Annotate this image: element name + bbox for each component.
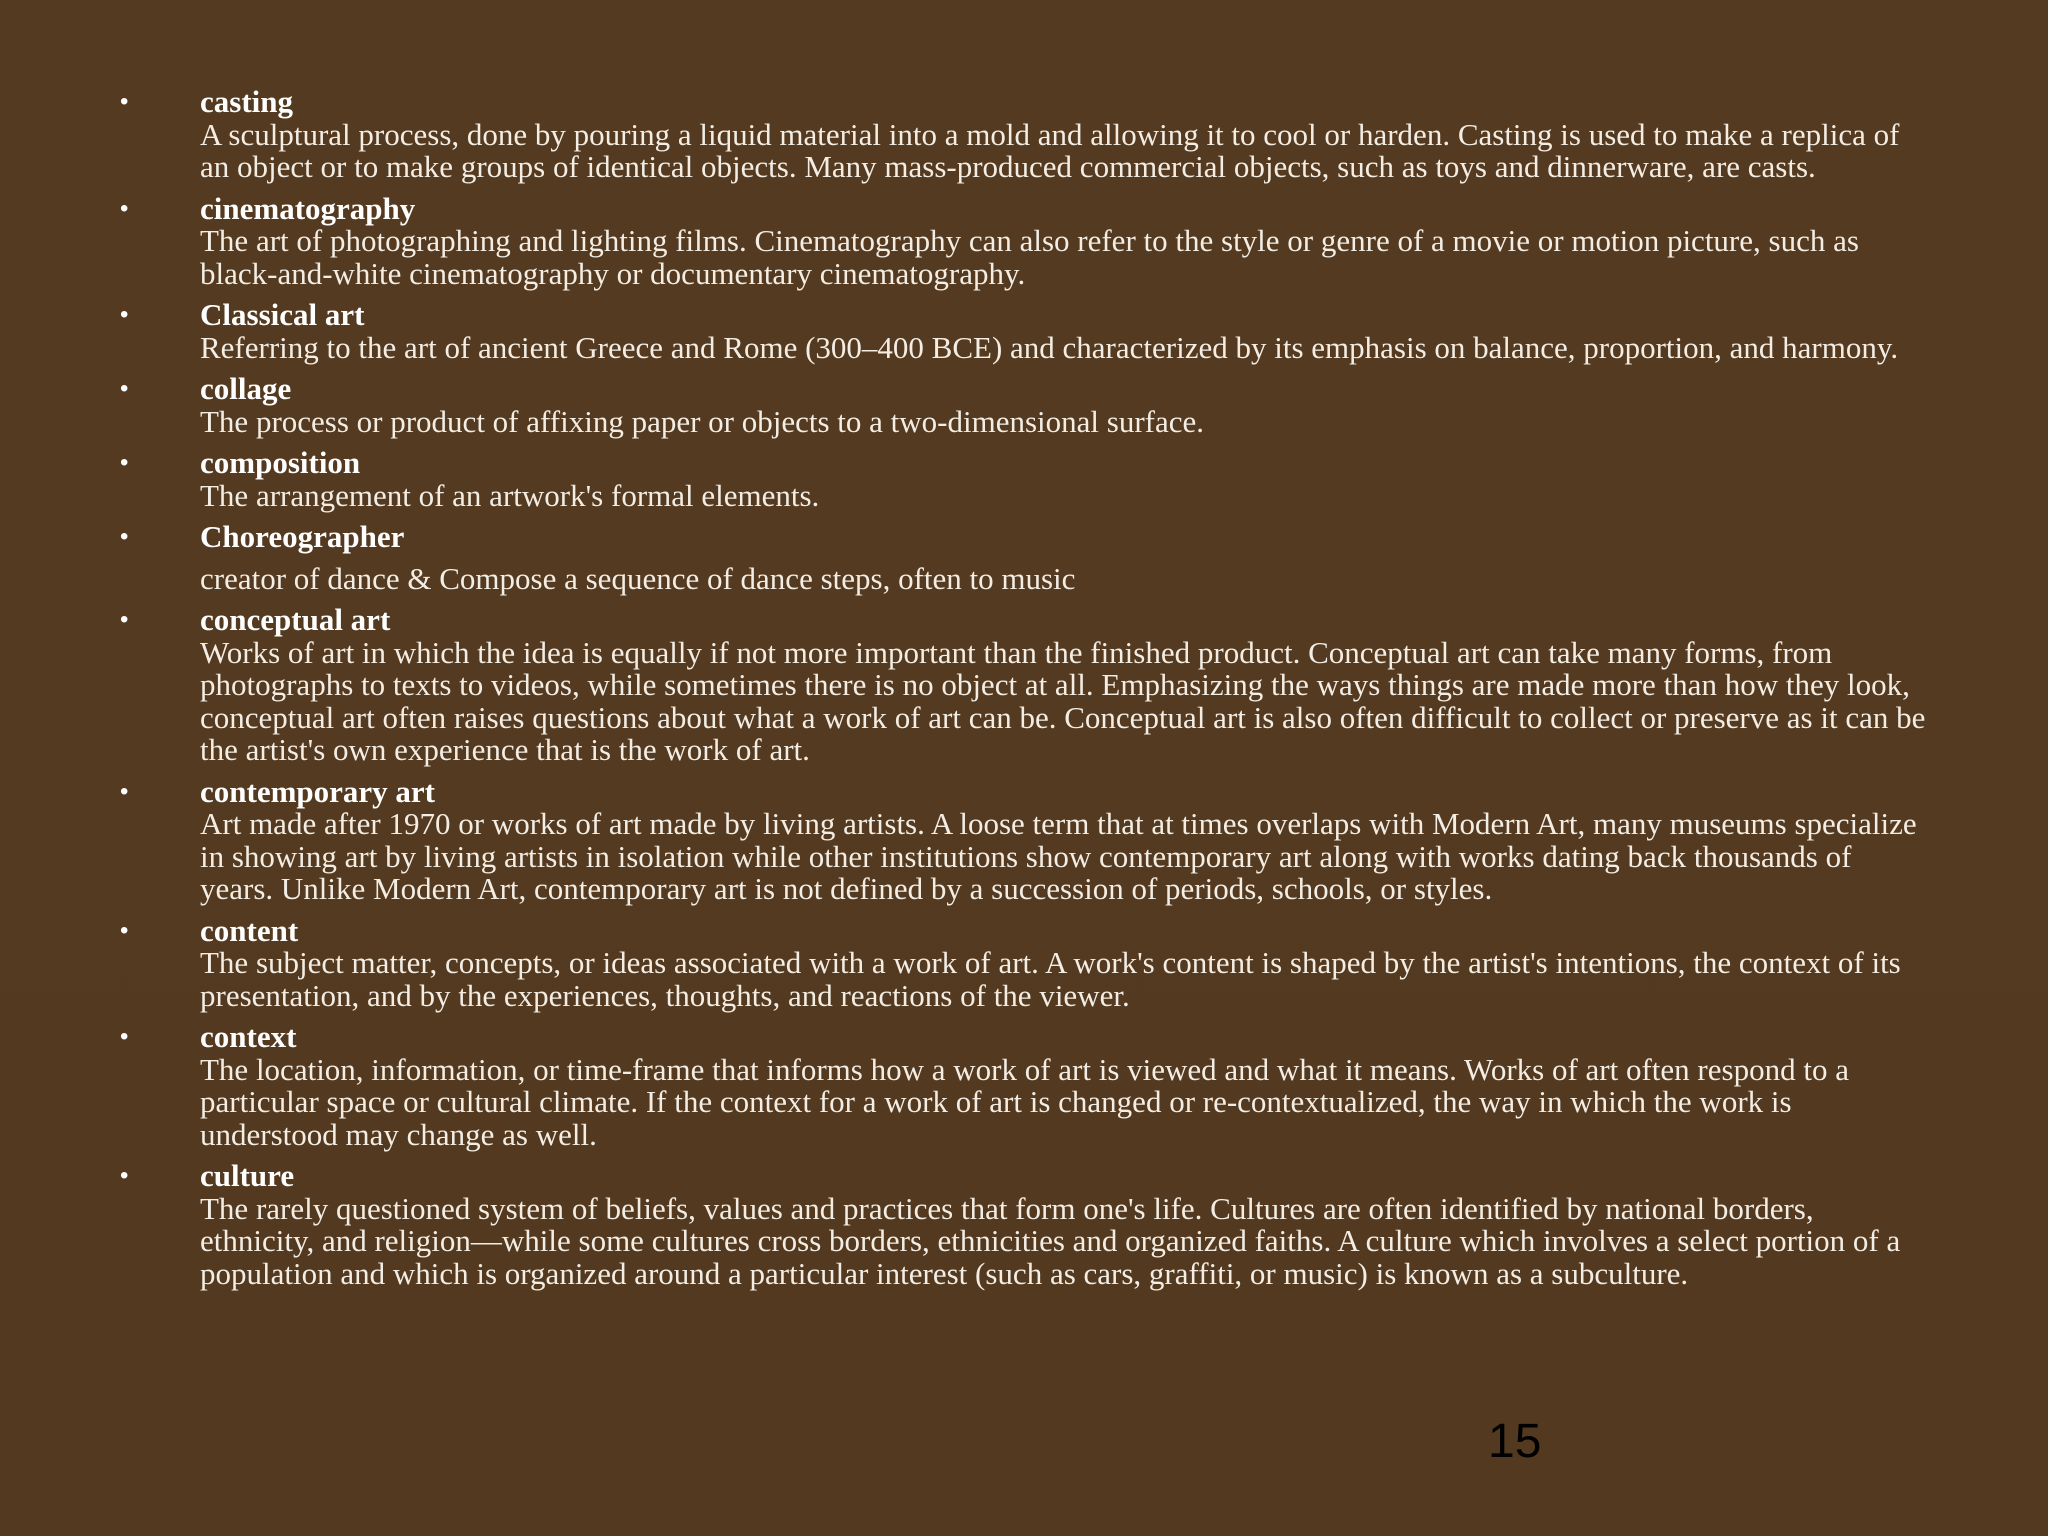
term: casting [200,84,293,119]
definition: The arrangement of an artwork's formal elements. [200,477,820,513]
definition: creator of dance & Compose a sequence of dance steps, often to music [200,560,1076,596]
glossary-entry-casting [120,86,1930,184]
definition: The subject matter, concepts, or ideas associated with a work of art. A work's content is shaped by the artist's intentions, the context of its presentation, and by the experiences, thoughts, and reactions of the viewer. [200,945,1901,1013]
bullet-icon: • [120,1162,129,1189]
term: conceptual art [200,602,391,637]
page-number: 15 [1488,1415,1542,1468]
glossary-entry-classical-art [120,299,1930,364]
definition: The process or product of affixing paper or objects to a two-dimensional surface. [200,403,1205,439]
term: cinematography [200,190,416,226]
glossary-entry-context [120,1021,1930,1151]
bullet-icon: • [120,1023,129,1050]
glossary-entry-composition [120,447,1930,512]
definition: Works of art in which the idea is equally if not more important than the finished product. Conceptual art can take many forms, from photographs to texts to videos, while sometimes there is no object at all. Emphasizing the ways things are made more than how they look, conceptual art often raises questions about what a work of art can be. Conceptual art is also often difficult to collect or preserve as it can be the artist's own experience that is the work of art. [200,634,1926,767]
bullet-icon: • [120,916,129,944]
glossary-entry-culture [120,1160,1930,1290]
term: Classical art [200,297,365,332]
bullet-icon: • [120,777,129,805]
definition: The rarely questioned system of beliefs, values and practices that form one's life. Cultures are often identified by national borders, ethnicity, and religion—while some cultures cross borders, ethnicities and organized faiths. A culture which involves a select portion of a population and which is organized around a particular interest (such as cars, graffiti, or music) is known as a subculture. [200,1190,1901,1291]
bullet-icon: • [120,375,129,402]
definition: Art made after 1970 or works of art made by living artists. A loose term that at times overlaps with Modern Art, many museums specialize in showing art by living artists in isolation while other institutions show contemporary art along with works dating back thousands of years. Unlike Modern Art, contemporary art is not defined by a succession of periods, schools, or styles. [200,806,1917,906]
bullet-icon: • [120,523,129,550]
glossary-entry-choreographer [120,521,1930,595]
glossary-entry-cinematography [120,190,1930,291]
term: content [200,912,299,948]
bullet-icon: • [120,606,129,633]
term: collage [200,371,292,406]
definition: The location, information, or time-frame that informs how a work of art is viewed and what it means. Works of art often respond to a particular space or cultural climate. If the context for a work of art is changed or re-contextualized, the way in which the work is understood may change as well. [200,1051,1849,1152]
bullet-icon: • [120,301,129,328]
bullet-icon: • [120,194,129,222]
bullet-icon: • [120,88,129,115]
term: composition [200,445,361,480]
term: contemporary art [200,773,435,809]
definition: The art of photographing and lighting films. Cinematography can also refer to the style or genre of a movie or motion picture, such as black-and-white cinematography or documentary cinematography. [200,223,1859,291]
glossary-entry-conceptual-art [120,604,1930,767]
definition: A sculptural process, done by pouring a liquid material into a mold and allowing it to cool or harden. Casting is used to make a replica of an object or to make groups of identical objects. Many mass-produced commercial objects, such as toys and dinnerware, are casts. [200,116,1900,184]
glossary-entry-content [120,912,1930,1013]
glossary-entry-contemporary-art [120,773,1930,906]
term: culture [200,1158,295,1193]
definition: Referring to the art of ancient Greece and Rome (300–400 BCE) and characterized by its emphasis on balance, proportion, and harmony. [200,329,1899,365]
bullet-icon: • [120,449,129,476]
term: Choreographer [200,519,405,554]
glossary-entry-collage [120,373,1930,438]
term: context [200,1019,297,1054]
glossary-list [120,86,1930,1299]
